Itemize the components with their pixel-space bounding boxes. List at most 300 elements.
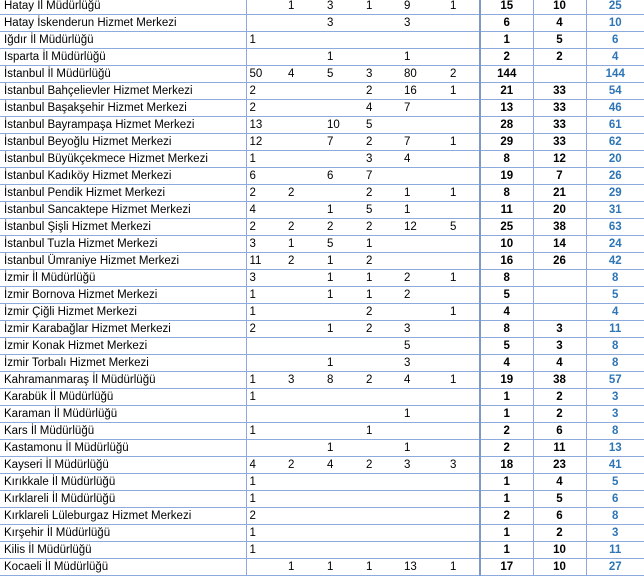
value-cell [401,253,440,270]
total-cell: 6 [586,491,644,508]
total-cell: 62 [586,134,644,151]
table-row [0,270,644,287]
total-cell: 63 [586,219,644,236]
subtotal-cell: 15 [480,0,533,15]
value-cell: 2 [363,457,401,474]
table-row [0,372,644,389]
value-cell [285,100,324,117]
subtotal-cell: 29 [480,134,533,151]
value-cell: 3 [246,270,285,287]
value-cell [363,406,401,423]
value-cell: 2 [246,508,285,525]
value-cell [285,474,324,491]
value-cell [246,49,285,66]
subtotal-cell: 3 [533,338,586,355]
subtotal-cell: 8 [480,151,533,168]
value-cell [440,49,480,66]
value-cell [363,32,401,49]
total-cell: 5 [586,474,644,491]
value-cell: 1 [440,185,480,202]
value-cell: 1 [324,253,363,270]
value-cell [363,355,401,372]
total-cell: 6 [586,32,644,49]
value-cell: 3 [324,0,363,15]
office-name-cell: Hatay İskenderun Hizmet Merkezi [0,15,246,32]
value-cell: 1 [246,491,285,508]
value-cell: 2 [363,219,401,236]
value-cell [440,355,480,372]
subtotal-cell: 14 [533,236,586,253]
total-cell: 54 [586,83,644,100]
subtotal-cell: 2 [533,49,586,66]
value-cell [440,15,480,32]
total-cell: 5 [586,287,644,304]
subtotal-cell: 5 [533,491,586,508]
value-cell: 10 [324,117,363,134]
table-row [0,219,644,236]
value-cell [440,321,480,338]
subtotal-cell: 21 [480,83,533,100]
value-cell: 5 [440,219,480,236]
value-cell: 1 [440,83,480,100]
office-name-cell: İstanbul Beyoğlu Hizmet Merkezi [0,134,246,151]
value-cell: 2 [363,372,401,389]
value-cell: 1 [246,372,285,389]
total-cell: 24 [586,236,644,253]
value-cell: 8 [324,372,363,389]
subtotal-cell: 6 [533,508,586,525]
value-cell [363,338,401,355]
total-cell: 10 [586,15,644,32]
value-cell [285,389,324,406]
value-cell: 5 [324,236,363,253]
total-cell: 42 [586,253,644,270]
value-cell [440,202,480,219]
value-cell [440,151,480,168]
value-cell [440,406,480,423]
value-cell: 2 [401,287,440,304]
total-cell: 4 [586,304,644,321]
value-cell: 1 [363,270,401,287]
value-cell: 3 [401,15,440,32]
value-cell [285,440,324,457]
table-row [0,406,644,423]
value-cell: 4 [363,100,401,117]
value-cell: 1 [246,542,285,559]
value-cell: 3 [324,15,363,32]
value-cell: 3 [246,236,285,253]
value-cell: 1 [324,202,363,219]
office-name-cell: İstanbul Pendik Hizmet Merkezi [0,185,246,202]
value-cell: 2 [363,83,401,100]
value-cell [324,389,363,406]
value-cell [401,236,440,253]
value-cell [324,542,363,559]
subtotal-cell: 21 [533,185,586,202]
value-cell: 1 [440,134,480,151]
subtotal-cell: 4 [533,355,586,372]
value-cell [401,525,440,542]
value-cell: 2 [246,100,285,117]
subtotal-cell: 33 [533,117,586,134]
table-row [0,15,644,32]
value-cell: 2 [285,219,324,236]
value-cell [285,134,324,151]
value-cell: 1 [324,287,363,304]
value-cell [401,168,440,185]
value-cell [440,474,480,491]
office-name-cell: İstanbul Kadıköy Hizmet Merkezi [0,168,246,185]
total-cell: 31 [586,202,644,219]
table-row [0,66,644,83]
value-cell [440,32,480,49]
value-cell [440,117,480,134]
table-row [0,134,644,151]
office-name-cell: İzmir Karabağlar Hizmet Merkezi [0,321,246,338]
value-cell [363,542,401,559]
subtotal-cell: 10 [533,0,586,15]
value-cell [246,440,285,457]
value-cell: 1 [401,49,440,66]
value-cell: 1 [246,32,285,49]
value-cell: 2 [363,253,401,270]
total-cell: 8 [586,338,644,355]
subtotal-cell: 28 [480,117,533,134]
subtotal-cell: 16 [480,253,533,270]
total-cell: 26 [586,168,644,185]
value-cell [440,338,480,355]
value-cell [246,0,285,15]
value-cell: 1 [324,355,363,372]
value-cell [246,406,285,423]
value-cell: 1 [324,440,363,457]
subtotal-cell: 2 [533,525,586,542]
table-row [0,389,644,406]
subtotal-cell: 2 [480,423,533,440]
subtotal-cell: 1 [480,389,533,406]
value-cell [440,542,480,559]
subtotal-cell: 2 [480,440,533,457]
office-name-cell: İstanbul Şişli Hizmet Merkezi [0,219,246,236]
subtotal-cell: 6 [480,15,533,32]
value-cell: 2 [246,185,285,202]
subtotal-cell: 1 [480,32,533,49]
value-cell [285,321,324,338]
total-cell: 41 [586,457,644,474]
value-cell [401,491,440,508]
office-name-cell: Kırşehir İl Müdürlüğü [0,525,246,542]
value-cell: 1 [440,372,480,389]
value-cell: 9 [401,0,440,15]
value-cell [440,168,480,185]
value-cell [440,100,480,117]
value-cell [363,491,401,508]
value-cell: 80 [401,66,440,83]
total-cell: 3 [586,525,644,542]
value-cell [324,423,363,440]
value-cell [285,542,324,559]
value-cell [324,83,363,100]
value-cell: 1 [246,151,285,168]
office-name-cell: İzmir Bornova Hizmet Merkezi [0,287,246,304]
value-cell: 7 [363,168,401,185]
value-cell: 6 [246,168,285,185]
value-cell [324,32,363,49]
value-cell [285,406,324,423]
value-cell [324,474,363,491]
office-name-cell: İstanbul Başakşehir Hizmet Merkezi [0,100,246,117]
value-cell [285,287,324,304]
table-row [0,321,644,338]
value-cell: 16 [401,83,440,100]
table-row [0,338,644,355]
value-cell [285,355,324,372]
value-cell [440,508,480,525]
value-cell: 1 [440,0,480,15]
office-name-cell: İzmir Torbalı Hizmet Merkezi [0,355,246,372]
table-row [0,355,644,372]
value-cell: 1 [324,270,363,287]
value-cell [246,338,285,355]
value-cell: 2 [285,185,324,202]
total-cell: 57 [586,372,644,389]
office-name-cell: Kırklareli Lüleburgaz Hizmet Merkezi [0,508,246,525]
total-cell: 13 [586,440,644,457]
subtotal-cell: 4 [533,474,586,491]
value-cell: 1 [285,236,324,253]
subtotal-cell: 38 [533,219,586,236]
subtotal-cell: 11 [533,440,586,457]
value-cell: 11 [246,253,285,270]
subtotal-cell: 17 [480,559,533,576]
total-cell: 3 [586,406,644,423]
total-cell: 8 [586,270,644,287]
value-cell [363,440,401,457]
value-cell [246,15,285,32]
total-cell: 8 [586,508,644,525]
subtotal-cell: 4 [480,304,533,321]
value-cell: 2 [363,185,401,202]
table-row [0,0,644,15]
value-cell: 1 [401,406,440,423]
value-cell: 4 [246,202,285,219]
office-name-cell: İstanbul Sancaktepe Hizmet Merkezi [0,202,246,219]
value-cell [363,525,401,542]
value-cell [401,474,440,491]
value-cell [285,423,324,440]
value-cell: 1 [246,474,285,491]
value-cell [246,355,285,372]
value-cell [363,508,401,525]
office-name-cell: Isparta İl Müdürlüğü [0,49,246,66]
subtotal-cell: 7 [533,168,586,185]
value-cell [440,389,480,406]
subtotal-cell: 8 [480,321,533,338]
value-cell: 5 [401,338,440,355]
subtotal-cell: 1 [480,491,533,508]
value-cell: 2 [285,457,324,474]
office-name-cell: İzmir Konak Hizmet Merkezi [0,338,246,355]
value-cell: 2 [363,304,401,321]
value-cell: 1 [440,270,480,287]
value-cell: 12 [246,134,285,151]
value-cell [285,83,324,100]
table-row [0,423,644,440]
value-cell: 13 [246,117,285,134]
value-cell [324,525,363,542]
office-name-cell: İstanbul Tuzla Hizmet Merkezi [0,236,246,253]
office-name-cell: İstanbul Büyükçekmece Hizmet Merkezi [0,151,246,168]
value-cell [285,49,324,66]
office-name-cell: İstanbul Bahçelievler Hizmet Merkezi [0,83,246,100]
subtotal-cell: 23 [533,457,586,474]
value-cell: 2 [285,253,324,270]
office-name-cell: İzmir Çiğli Hizmet Merkezi [0,304,246,321]
table-row [0,117,644,134]
value-cell [285,491,324,508]
value-cell [324,304,363,321]
value-cell [401,508,440,525]
value-cell: 5 [363,202,401,219]
subtotal-cell: 33 [533,134,586,151]
subtotal-cell: 25 [480,219,533,236]
value-cell [285,304,324,321]
value-cell: 4 [401,372,440,389]
total-cell: 29 [586,185,644,202]
subtotal-cell: 4 [480,355,533,372]
value-cell [401,117,440,134]
subtotal-cell: 19 [480,168,533,185]
value-cell [401,304,440,321]
value-cell [285,151,324,168]
office-name-cell: İstanbul İl Müdürlüğü [0,66,246,83]
value-cell: 2 [440,66,480,83]
total-cell: 61 [586,117,644,134]
subtotal-cell: 3 [533,321,586,338]
value-cell: 1 [401,440,440,457]
total-cell: 25 [586,0,644,15]
total-cell: 11 [586,321,644,338]
value-cell: 7 [401,134,440,151]
total-cell: 8 [586,355,644,372]
table-row [0,253,644,270]
value-cell [285,525,324,542]
subtotal-cell: 8 [480,185,533,202]
subtotal-cell: 33 [533,100,586,117]
total-cell: 46 [586,100,644,117]
value-cell: 3 [363,66,401,83]
value-cell [246,559,285,576]
value-cell: 3 [440,457,480,474]
value-cell [285,168,324,185]
value-cell [401,32,440,49]
total-cell: 4 [586,49,644,66]
value-cell: 1 [246,304,285,321]
subtotal-cell: 5 [533,32,586,49]
table-row [0,287,644,304]
value-cell [363,15,401,32]
value-cell [285,338,324,355]
subtotal-cell: 26 [533,253,586,270]
table-row [0,491,644,508]
value-cell: 2 [363,134,401,151]
office-name-cell: Kayseri İl Müdürlüğü [0,457,246,474]
subtotal-cell [533,66,586,83]
value-cell: 1 [363,0,401,15]
value-cell: 1 [363,423,401,440]
value-cell: 6 [324,168,363,185]
value-cell: 1 [363,236,401,253]
subtotal-cell: 38 [533,372,586,389]
total-cell: 8 [586,423,644,440]
value-cell: 50 [246,66,285,83]
office-name-cell: Kocaeli İl Müdürlüğü [0,559,246,576]
value-cell: 1 [285,0,324,15]
table-row [0,49,644,66]
value-cell [363,49,401,66]
table-row [0,474,644,491]
table-row [0,440,644,457]
total-cell: 11 [586,542,644,559]
table-row [0,559,644,576]
value-cell [440,525,480,542]
subtotal-cell: 144 [480,66,533,83]
value-cell: 5 [363,117,401,134]
office-name-cell: İstanbul Bayrampaşa Hizmet Merkezi [0,117,246,134]
table-row [0,32,644,49]
table-row [0,304,644,321]
subtotal-cell: 13 [480,100,533,117]
value-cell: 3 [401,321,440,338]
value-cell [324,151,363,168]
office-name-cell: Karabük İl Müdürlüğü [0,389,246,406]
office-name-cell: Kırklareli İl Müdürlüğü [0,491,246,508]
value-cell [285,117,324,134]
subtotal-cell: 2 [533,389,586,406]
value-cell: 1 [324,559,363,576]
value-cell: 1 [363,559,401,576]
value-cell: 3 [401,457,440,474]
value-cell [440,253,480,270]
subtotal-cell: 1 [480,406,533,423]
subtotal-cell: 1 [480,525,533,542]
subtotal-cell [533,304,586,321]
value-cell [401,389,440,406]
subtotal-cell: 12 [533,151,586,168]
table-row [0,168,644,185]
value-cell [440,440,480,457]
value-cell: 2 [246,83,285,100]
office-name-cell: Kars İl Müdürlüğü [0,423,246,440]
value-cell [401,542,440,559]
subtotal-cell: 5 [480,287,533,304]
value-cell: 13 [401,559,440,576]
value-cell [285,15,324,32]
subtotal-cell: 20 [533,202,586,219]
value-cell [285,508,324,525]
value-cell [285,270,324,287]
value-cell: 3 [401,355,440,372]
subtotal-cell [533,270,586,287]
value-cell [324,338,363,355]
value-cell: 1 [401,202,440,219]
office-name-cell: Kahramanmaraş İl Müdürlüğü [0,372,246,389]
value-cell: 4 [324,457,363,474]
subtotal-cell: 2 [533,406,586,423]
value-cell: 2 [363,321,401,338]
value-cell: 1 [246,423,285,440]
value-cell: 7 [401,100,440,117]
